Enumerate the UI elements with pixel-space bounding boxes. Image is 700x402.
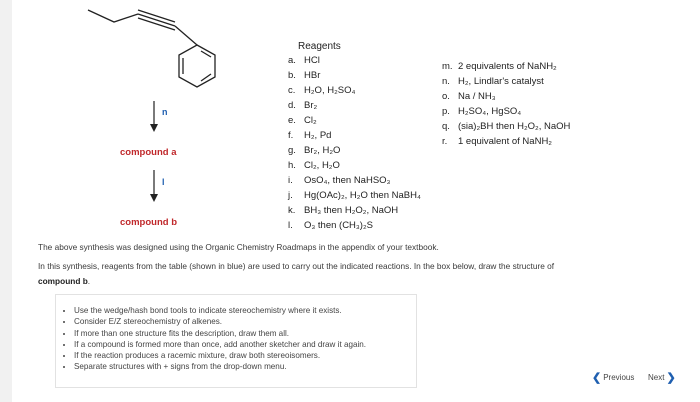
instructions-list	[56, 305, 416, 373]
instruction-item: • Use the wedge/hash bond tools to indicate stereochemistry where it exists.	[74, 305, 416, 316]
reagent-b: b. HBr	[288, 70, 321, 81]
reagent-m: m. 2 equivalents of NaNH₂	[442, 61, 557, 72]
reagent-q: q. (sia)₂BH then H₂O₂, NaOH	[442, 121, 571, 132]
compound-a-label: compound a	[120, 147, 177, 158]
reagent-l: l. O₃ then (CH₃)₂S	[288, 220, 373, 231]
reagent-i: i. OsO₄, then NaHSO₃	[288, 175, 391, 186]
arrow2-reagent-letter: l	[162, 177, 165, 187]
chevron-left-icon: ❮	[592, 372, 602, 384]
description-line-3: compound b.	[38, 276, 91, 286]
instructions-box	[55, 294, 417, 388]
arrow1-reagent-letter: n	[162, 107, 168, 117]
instruction-item: • Consider E/Z stereochemistry of alkenes.	[74, 316, 416, 327]
question-page	[12, 0, 700, 402]
reagent-r: r. 1 equivalent of NaNH₂	[442, 136, 552, 147]
reagent-n: n. H₂, Lindlar's catalyst	[442, 76, 544, 87]
reagent-h: h. Cl₂, H₂O	[288, 160, 340, 171]
compound-b-emphasis: compound b	[38, 276, 88, 286]
reagent-o: o. Na / NH₃	[442, 91, 496, 102]
instruction-item: • If more than one structure fits the description, draw them all.	[74, 328, 416, 339]
reagent-g: g. Br₂, H₂O	[288, 145, 341, 156]
reagent-a: a. HCl	[288, 55, 320, 66]
chevron-right-icon: ❯	[666, 372, 676, 384]
instruction-item: • If the reaction produces a racemic mixture, draw both stereoisomers.	[74, 350, 416, 361]
next-button[interactable]: Next ❯	[648, 372, 676, 384]
description-line-1: The above synthesis was designed using the Organic Chemistry Roadmaps in the appendix of your textbook.	[38, 242, 439, 252]
instruction-item: • Separate structures with + signs from the drop-down menu.	[74, 361, 416, 372]
reagents-title: Reagents	[298, 41, 341, 52]
synthesis-scheme	[12, 0, 700, 240]
reagent-k: k. BH₃ then H₂O₂, NaOH	[288, 205, 399, 216]
reagent-p: p. H₂SO₄, HgSO₄	[442, 106, 522, 117]
starting-material-structure	[12, 0, 700, 240]
reagent-e: e. Cl₂	[288, 115, 317, 126]
description-line-2: In this synthesis, reagents from the table (shown in blue) are used to carry out the indicated reactions. In the box below, draw the structure of	[38, 261, 555, 271]
compound-b-label: compound b	[120, 217, 177, 228]
previous-button[interactable]: ❮ Previous	[592, 372, 635, 384]
reagent-f: f. H₂, Pd	[288, 130, 332, 141]
reagent-d: d. Br₂	[288, 100, 318, 111]
reagent-c: c. H₂O, H₂SO₄	[288, 85, 356, 96]
instruction-item: • If a compound is formed more than once, add another sketcher and draw it again.	[74, 339, 416, 350]
reagent-j: j. Hg(OAc)₂, H₂O then NaBH₄	[288, 190, 421, 201]
